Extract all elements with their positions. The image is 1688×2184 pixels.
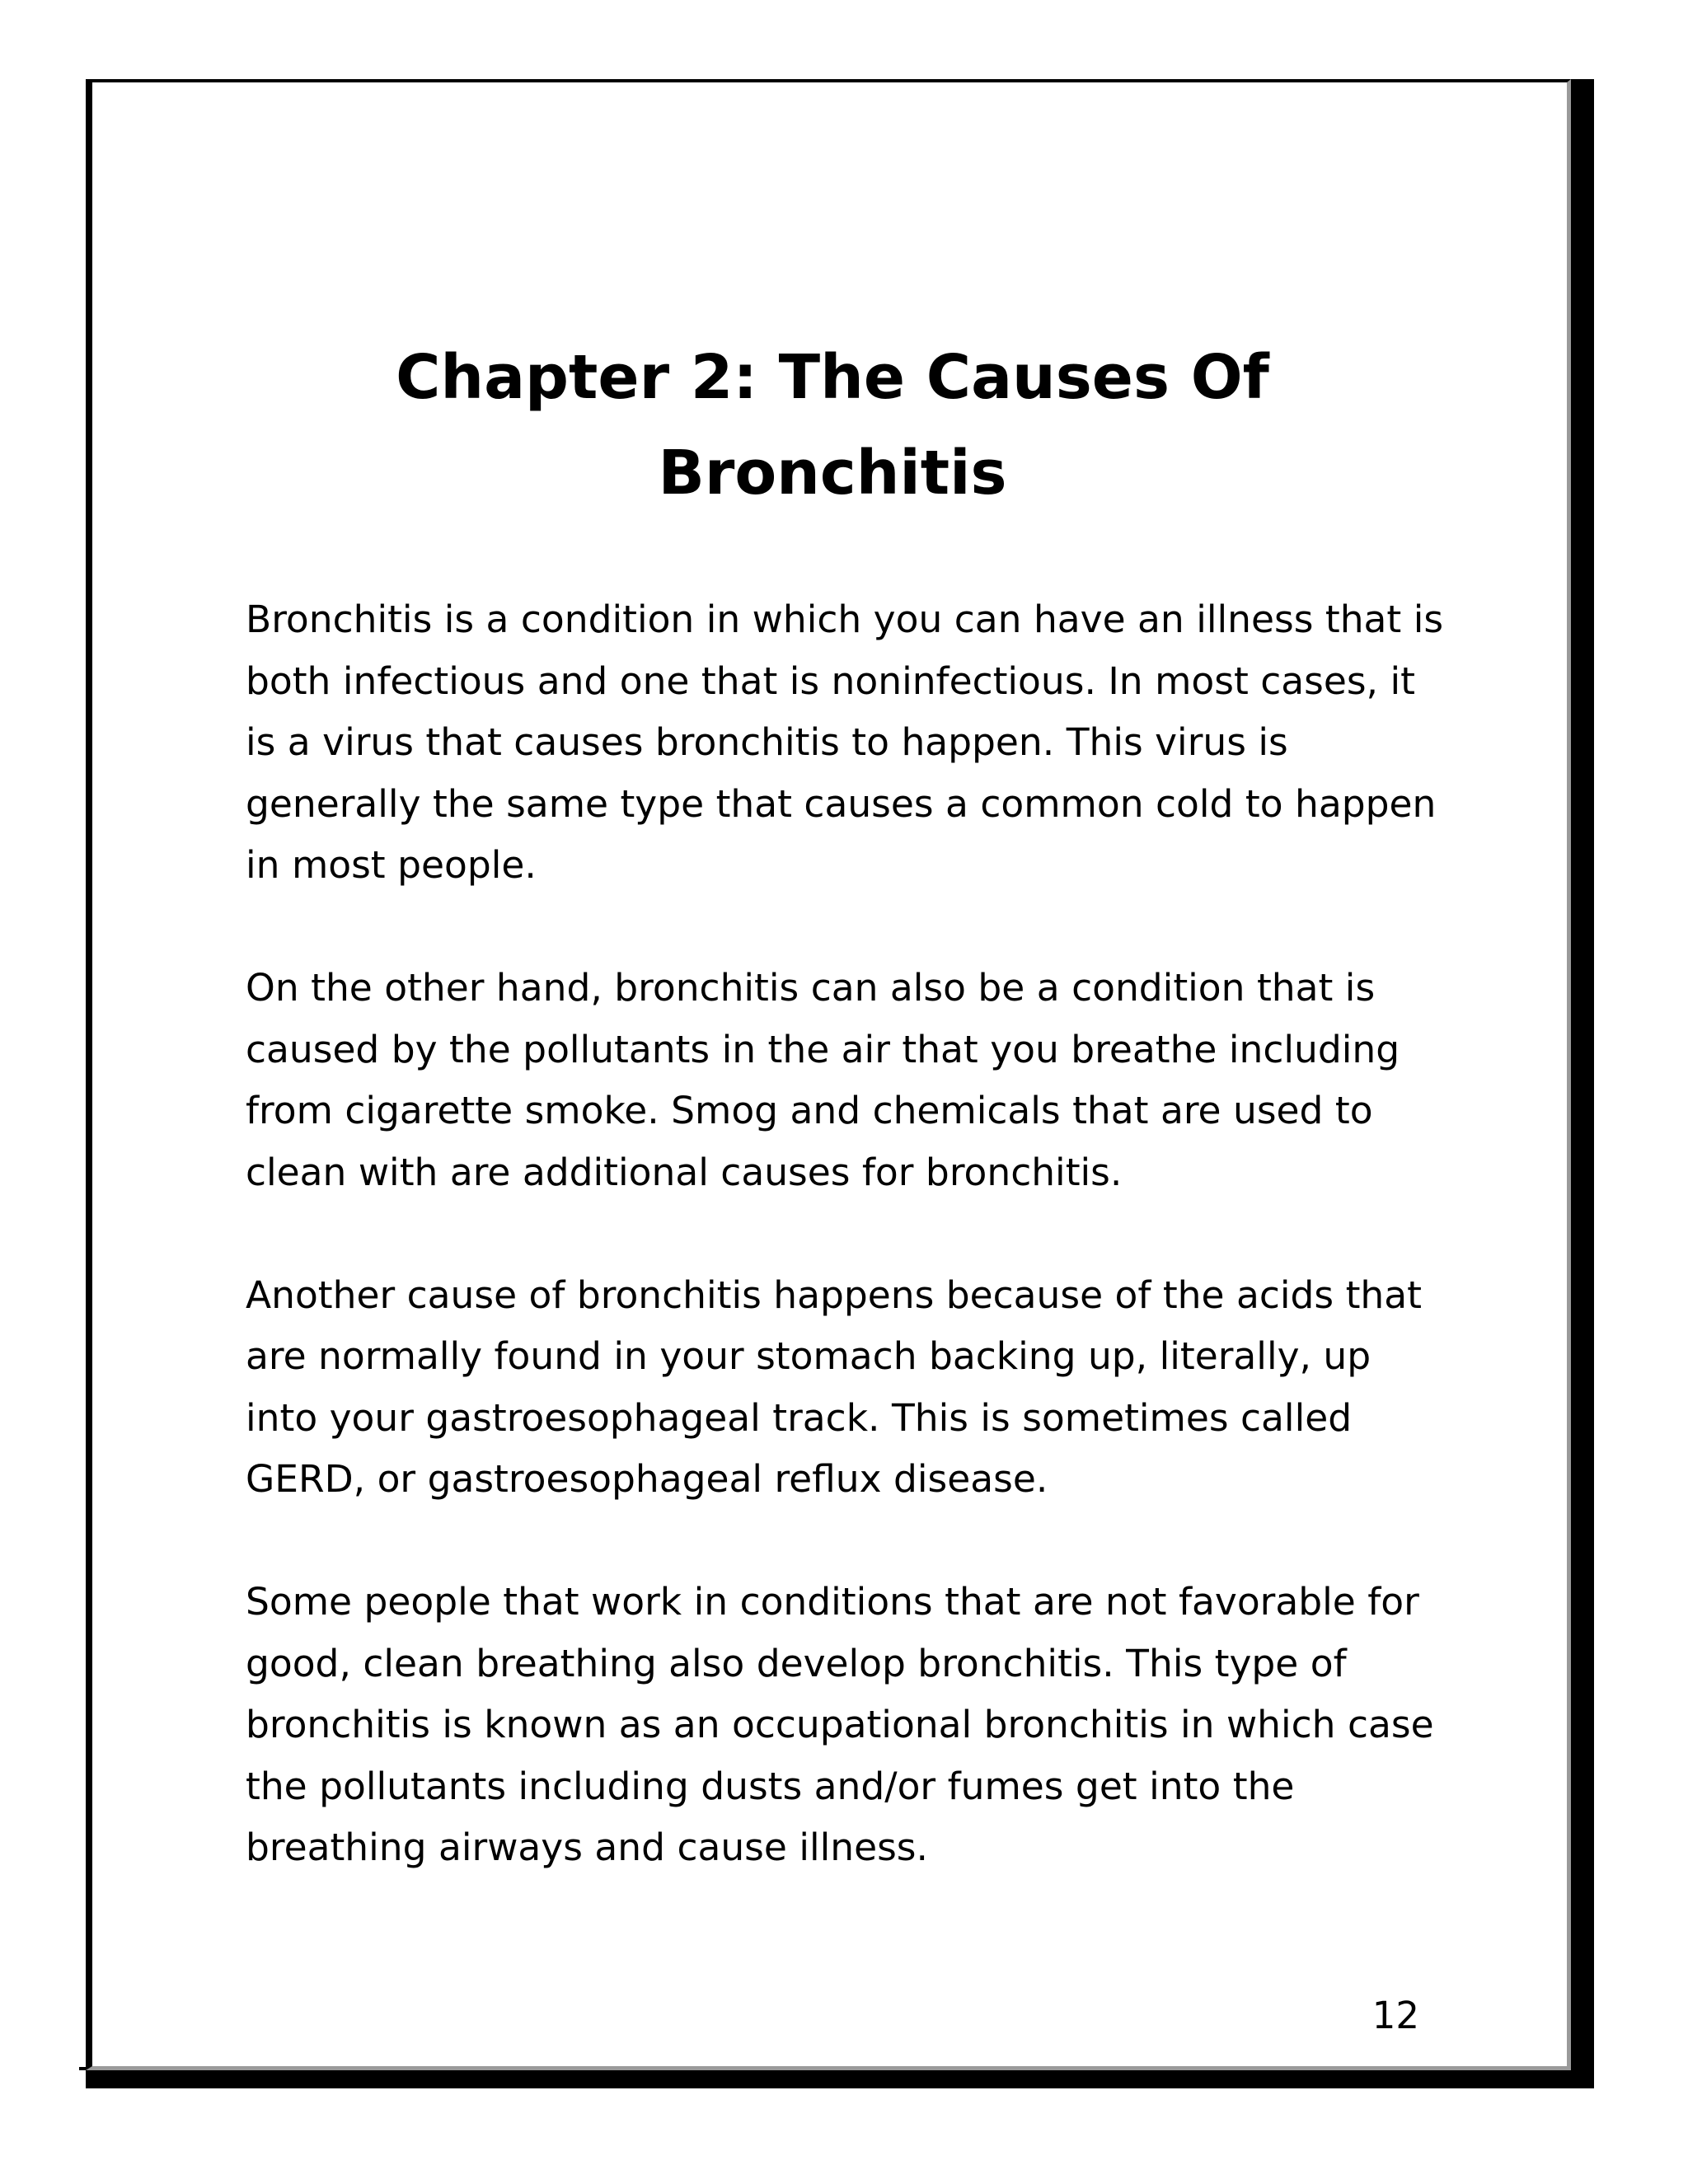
paragraph-3: Another cause of bronchitis happens because of the acids that are normally found in your stomach backing up, literally, up into your gastroesophageal track. This is sometimes called GERD, or gastroesophageal reflux disease. — [246, 1272, 1422, 1501]
paragraph-1: Bronchitis is a condition in which you can have an illness that is both infectious and one that is noninfectious. In most cases, it is a virus that causes bronchitis to happen. This virus is generally the same type that causes a common cold to happen in most people. — [246, 598, 1444, 887]
paragraph-4: Some people that work in conditions that are not favorable for good, clean breathing also develop bronchitis. This type of bronchitis is known as an occupational bronchitis in which case the pollutants including dusts and/or fumes get into the breathing airways and cause illness. — [246, 1580, 1434, 1869]
chapter-title — [247, 330, 1418, 521]
page-shadow-right — [1571, 79, 1594, 2088]
paragraph-2: On the other hand, bronchitis can also be a condition that is caused by the pollutants in the air that you breathe including from cigarette smoke. Smog and chemicals that are used to clean with are additional causes for bronchitis. — [246, 966, 1400, 1194]
chapter-body — [246, 589, 1449, 1940]
chapter-title-line-1: Chapter 2: The Causes Of — [396, 342, 1269, 413]
page-shadow-bottom — [86, 2070, 1594, 2088]
chapter-title-line-2: Bronchitis — [658, 438, 1007, 509]
page-number: 12 — [1372, 1994, 1419, 2037]
